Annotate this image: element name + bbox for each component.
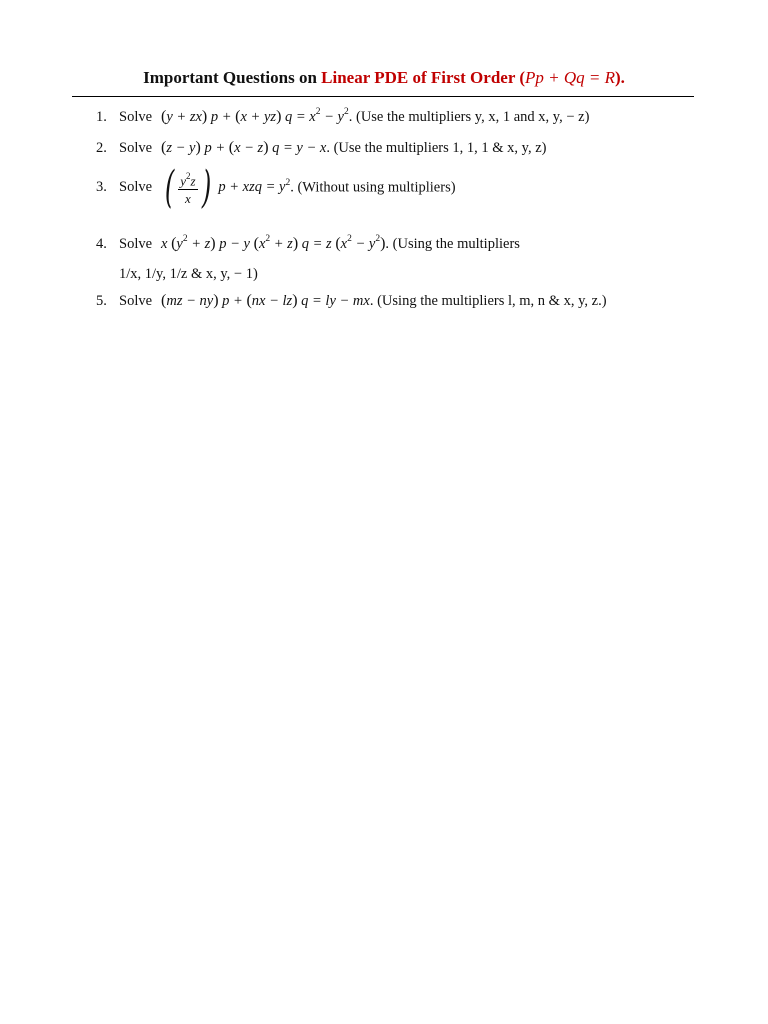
question-note: . (Using the multipliers l, m, n & x, y, z.) [369, 293, 607, 309]
question-equation: x $(y^2 + z) p - y$ $(x^2 + z) q = z$ $(x^2 - y^2)$ [161, 234, 386, 252]
question-number: 4. [96, 236, 107, 252]
question-number: 3. [96, 179, 107, 196]
question-3 [96, 162, 456, 213]
question-verb: Solve [119, 293, 153, 309]
question-verb: Solve [119, 179, 153, 196]
question-number: 5. [96, 293, 107, 309]
title-equation-open: ( [519, 68, 525, 87]
question-verb: Solve [119, 236, 153, 252]
title-equation: Pp + Qq = R [524, 68, 615, 87]
question-2 [96, 139, 547, 157]
question-1 [96, 108, 589, 126]
question-equation: (z − y) p + (x − z) q = y − x [161, 139, 327, 156]
question-equation: (y + zx) p + (x + yz) $q = x^2 - y^2$ [161, 107, 349, 125]
question-note: . (Using the multipliers [385, 236, 520, 252]
question-4 [96, 235, 520, 253]
page-title [0, 68, 768, 88]
question-note: . (Without using multipliers) [290, 179, 456, 196]
question-note: . (Use the multipliers y, x, 1 and x, y, − z) [348, 109, 590, 125]
question-verb: Solve [119, 140, 153, 156]
question-verb: Solve [119, 109, 153, 125]
question-4-continuation: 1/x, 1/y, 1/z & x, y, − 1) [119, 266, 258, 282]
question-5 [96, 292, 607, 310]
title-text: Important Questions on [143, 68, 317, 87]
question-number: 1. [96, 109, 107, 125]
question-number: 2. [96, 140, 107, 156]
title-topic: Linear PDE of First Order [321, 68, 516, 87]
question-equation: (mz − ny) p + (nx − lz) q = ly − mx [161, 292, 370, 309]
title-divider [72, 96, 694, 97]
title-equation-close: ). [614, 68, 625, 87]
question-equation: ( $\frac{y^2z}{x}$ ) p + xzq = $y^2$ [164, 162, 291, 213]
question-note: . (Use the multipliers 1, 1, 1 & x, y, z) [326, 140, 547, 156]
